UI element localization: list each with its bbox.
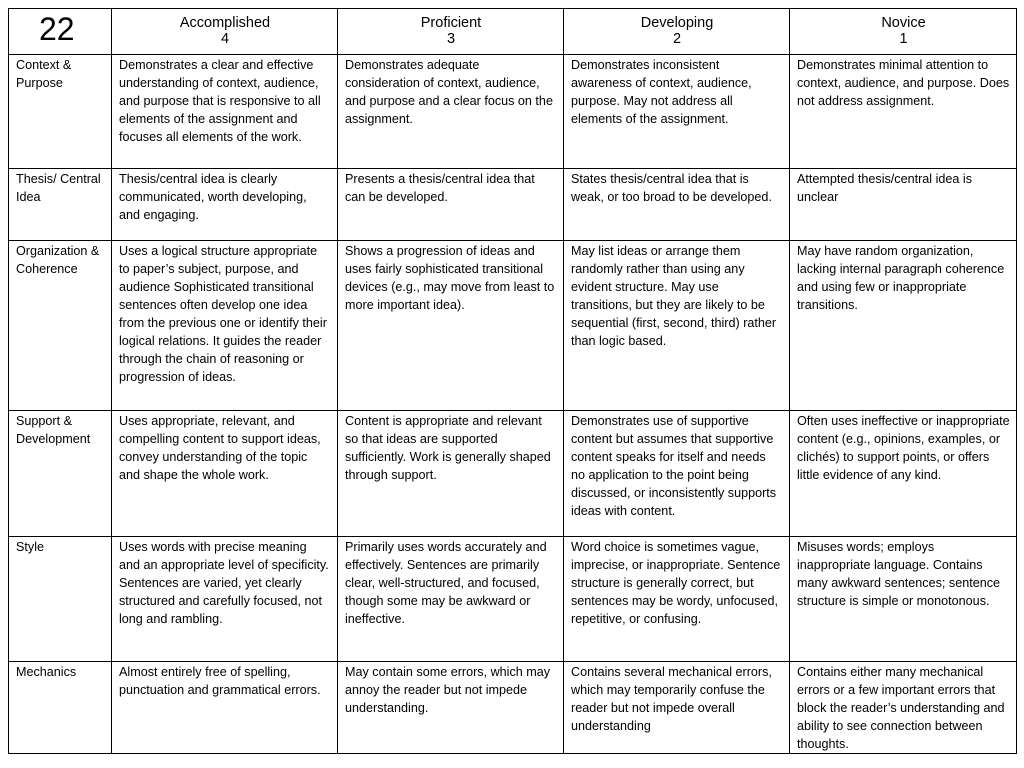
level-header-accomplished: [112, 9, 338, 55]
descriptor-cell: May list ideas or arrange them randomly rather than using any evident structure. May use transitions, but they are likely to be sequential (first, second, third) rather than logic based.: [564, 241, 790, 411]
level-name: Accomplished: [179, 15, 271, 31]
rubric-row-thesis: [9, 169, 1017, 241]
level-header-developing: [564, 9, 790, 55]
level-header-proficient: [338, 9, 564, 55]
rubric-row-support: [9, 411, 1017, 537]
rubric-table: [8, 8, 1017, 754]
header-row: [9, 9, 1017, 55]
level-name: Novice: [881, 15, 926, 31]
descriptor-cell: Thesis/central idea is clearly communicated, worth developing, and engaging.: [112, 169, 338, 241]
level-header-novice: [790, 9, 1017, 55]
slide-number: 22: [9, 9, 112, 55]
level-name: Proficient: [420, 15, 482, 31]
descriptor-cell: Content is appropriate and relevant so that ideas are supported sufficiently. Work is generally shaped through support.: [338, 411, 564, 537]
descriptor-cell: Contains either many mechanical errors or a few important errors that block the reader’s understanding and ability to see connection between thoughts.: [790, 662, 1017, 754]
descriptor-cell: States thesis/central idea that is weak, or too broad to be developed.: [564, 169, 790, 241]
descriptor-cell: Uses appropriate, relevant, and compelling content to support ideas, convey understanding of the topic and shape the whole work.: [112, 411, 338, 537]
criterion-label: Style: [9, 537, 112, 662]
descriptor-cell: Demonstrates use of supportive content but assumes that supportive content speaks for itself and needs no application to the point being discussed, or inconsistently supports ideas with content.: [564, 411, 790, 537]
rubric-row-style: [9, 537, 1017, 662]
descriptor-cell: Demonstrates adequate consideration of context, audience, and purpose and a clear focus on the assignment.: [338, 55, 564, 169]
descriptor-cell: May contain some errors, which may annoy the reader but not impede understanding.: [338, 662, 564, 754]
descriptor-cell: Presents a thesis/central idea that can be developed.: [338, 169, 564, 241]
criterion-label: Context & Purpose: [9, 55, 112, 169]
criterion-label: Support & Development: [9, 411, 112, 537]
descriptor-cell: Often uses ineffective or inappropriate content (e.g., opinions, examples, or clichés) to support points, or offers little evidence of any kind.: [790, 411, 1017, 537]
level-score: 3: [446, 31, 456, 47]
descriptor-cell: Demonstrates inconsistent awareness of context, audience, purpose. May not address all elements of the assignment.: [564, 55, 790, 169]
criterion-label: Thesis/ Central Idea: [9, 169, 112, 241]
descriptor-cell: Primarily uses words accurately and effectively. Sentences are primarily clear, well-structured, and focused, though some may be awkward or ineffective.: [338, 537, 564, 662]
descriptor-cell: Demonstrates minimal attention to context, audience, and purpose. Does not address assignment.: [790, 55, 1017, 169]
level-score: 1: [899, 31, 908, 47]
descriptor-cell: Contains several mechanical errors, which may temporarily confuse the reader but not impede overall understanding: [564, 662, 790, 754]
descriptor-cell: Attempted thesis/central idea is unclear: [790, 169, 1017, 241]
rubric-row-organization: [9, 241, 1017, 411]
descriptor-cell: Shows a progression of ideas and uses fairly sophisticated transitional devices (e.g., may move from least to more important idea).: [338, 241, 564, 411]
descriptor-cell: Misuses words; employs inappropriate language. Contains many awkward sentences; sentence structure is simple or monotonous.: [790, 537, 1017, 662]
descriptor-cell: Word choice is sometimes vague, imprecise, or inappropriate. Sentence structure is generally correct, but sentences may be wordy, unfocused, repetitive, or confusing.: [564, 537, 790, 662]
descriptor-cell: Demonstrates a clear and effective understanding of context, audience, and purpose that is responsive to all elements of the assignment and focuses all elements of the work.: [112, 55, 338, 169]
level-score: 2: [672, 31, 682, 47]
level-score: 4: [220, 31, 230, 47]
criterion-label: Organization & Coherence: [9, 241, 112, 411]
level-name: Developing: [640, 15, 714, 31]
rubric-row-mechanics: [9, 662, 1017, 754]
descriptor-cell: May have random organization, lacking internal paragraph coherence and using few or inappropriate transitions.: [790, 241, 1017, 411]
criterion-label: Mechanics: [9, 662, 112, 754]
descriptor-cell: Uses a logical structure appropriate to paper’s subject, purpose, and audience Sophisticated transitional sentences often develop one idea from the previous one or identify their logical relations. It guides the reader through the chain of reasoning or progression of ideas.: [112, 241, 338, 411]
rubric-row-context-purpose: [9, 55, 1017, 169]
descriptor-cell: Almost entirely free of spelling, punctuation and grammatical errors.: [112, 662, 338, 754]
descriptor-cell: Uses words with precise meaning and an appropriate level of specificity. Sentences are varied, yet clearly structured and carefully focused, not long and rambling.: [112, 537, 338, 662]
